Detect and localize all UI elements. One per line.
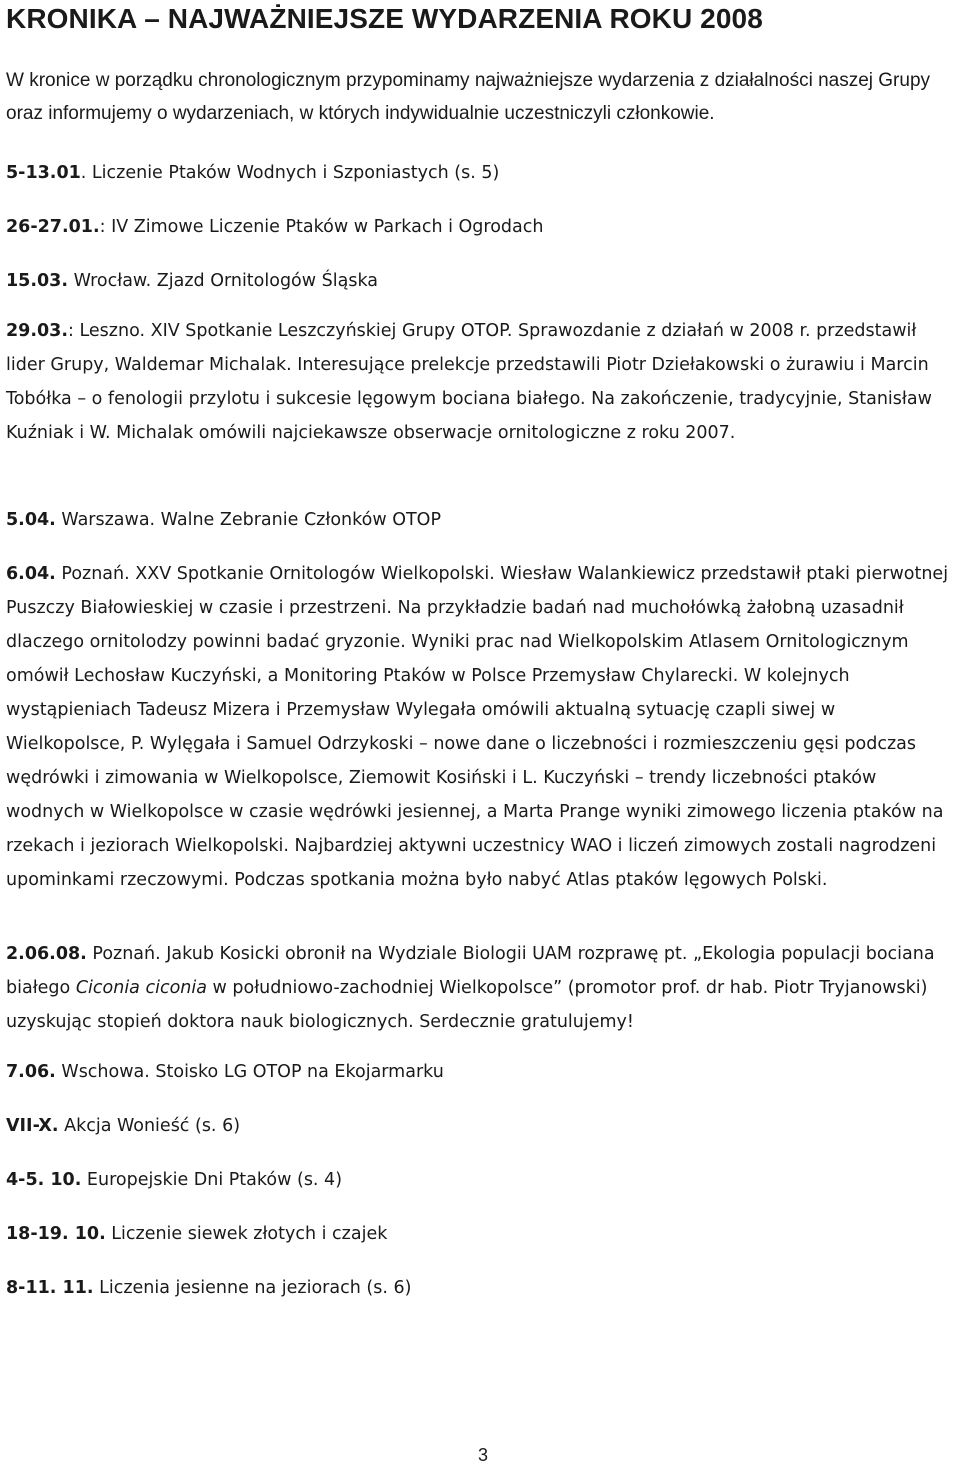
- entry-text: : IV Zimowe Liczenie Ptaków w Parkach i Ogrodach: [99, 217, 544, 237]
- entry-text: Akcja Wonieść (s. 6): [58, 1116, 241, 1136]
- entry-date: 29.03.: [6, 321, 69, 341]
- chronicle-entry: [6, 156, 954, 190]
- entry-date: 7.06.: [6, 1062, 56, 1082]
- chronicle-entry: [6, 1163, 954, 1197]
- entry-date: VII-X.: [6, 1116, 59, 1136]
- chronicle-entry: [6, 210, 954, 244]
- entry-date: 5.04.: [6, 510, 56, 530]
- entry-date: 15.03.: [6, 271, 69, 291]
- entry-text: Wrocław. Zjazd Ornitologów Śląska: [68, 271, 378, 291]
- chronicle-entry: [6, 1109, 954, 1143]
- page-title: KRONIKA – NAJWAŻNIEJSZE WYDARZENIA ROKU 2008: [6, 3, 763, 34]
- entry-text: Warszawa. Walne Zebranie Członków OTOP: [55, 510, 441, 530]
- entry-text: Liczenie siewek złotych i czajek: [105, 1224, 388, 1244]
- entry-text: Europejskie Dni Ptaków (s. 4): [81, 1170, 343, 1190]
- entry-text: Wschowa. Stoisko LG OTOP na Ekojarmarku: [55, 1062, 444, 1082]
- chronicle-entry: [6, 937, 954, 1039]
- chronicle-entry: [6, 314, 954, 450]
- entry-text: Poznań. XXV Spotkanie Ornitologów Wielkopolski. Wiesław Walankiewicz przedstawił ptaki pierwotnej Puszczy Białowieskiej w czasie i przestrzeni. Na przykładzie badań nad muchołówką żałobną uzasadnił dlaczego ornitolodzy powinni badać gryzonie. Wyniki prac nad Wielkopolskim Atlasem Ornitologicznym omówił Lechosław Kuczyński, a Monitoring Ptaków w Polsce Przemysław Chylarecki. W kolejnych wystąpieniach Tadeusz Mizera i Przemysław Wylegała omówili aktualną sytuację czapli siwej w Wielkopolsce, P. Wylęgała i Samuel Odrzykoski – nowe dane o liczebności i rozmieszczeniu gęsi podczas wędrówki i zimowania w Wielkopolsce, Ziemowit Kosiński i L. Kuczyński – trendy liczebności ptaków wodnych w Wielkopolsce w czasie wędrówki jesiennej, a Marta Prange wyniki zimowego liczenia ptaków na rzekach i jeziorach Wielkopolski. Najbardziej aktywni uczestnicy WAO i liczeń zimowych zostali nagrodzeni upominkami rzeczowymi. Podczas spotkania można było nabyć Atlas ptaków lęgowych Polski.: [6, 564, 949, 890]
- chronicle-entry: [6, 503, 954, 537]
- entry-text: Poznań. Jakub Kosicki obronił na Wydziale Biologii UAM rozprawę pt. „Ekologia populacji bociana białego: [6, 944, 935, 998]
- entry-date: 8-11. 11.: [6, 1278, 94, 1298]
- intro-paragraph: W kronice w porządku chronologicznym przypominamy najważniejsze wydarzenia z działalności naszej Grupy oraz informujemy o wydarzeniach, w których indywidualnie uczestniczyli członkowie.: [6, 70, 931, 124]
- entry-text: . Liczenie Ptaków Wodnych i Szponiastych (s. 5): [80, 163, 500, 183]
- entry-date: 26-27.01.: [6, 217, 100, 237]
- entry-text: : Leszno. XIV Spotkanie Leszczyńskiej Grupy OTOP. Sprawozdanie z działań w 2008 r. przedstawił lider Grupy, Waldemar Michalak. Interesujące prelekcje przedstawili Piotr Dziełakowski o żurawiu i Marcin Tobółka – o fenologii przylotu i sukcesie lęgowym bociana białego. Na zakończenie, tradycyjnie, Stanisław Kuźniak i W. Michalak omówili najciekawsze obserwacje ornitologiczne z roku 2007.: [6, 321, 932, 443]
- chronicle-entry: [6, 264, 954, 298]
- entry-text: Liczenia jesienne na jeziorach (s. 6): [93, 1278, 412, 1298]
- entry-date: 6.04.: [6, 564, 56, 584]
- entry-date: 5-13.01: [6, 163, 81, 183]
- chronicle-entry: [6, 557, 954, 897]
- species-latin-name: Ciconia ciconia: [75, 978, 207, 998]
- entry-date: 18-19. 10.: [6, 1224, 106, 1244]
- entry-date: 2.06.08.: [6, 944, 87, 964]
- chronicle-entry: [6, 1055, 954, 1089]
- chronicle-entry: [6, 1271, 954, 1305]
- entry-text-continued: w południowo-zachodniej Wielkopolsce” (promotor prof. dr hab. Piotr Tryjanowski) uzyskując stopień doktora nauk biologicznych. Serdecznie gratulujemy!: [6, 978, 928, 1032]
- chronicle-entry: [6, 1217, 954, 1251]
- entry-date: 4-5. 10.: [6, 1170, 82, 1190]
- page-number: 3: [478, 1445, 489, 1465]
